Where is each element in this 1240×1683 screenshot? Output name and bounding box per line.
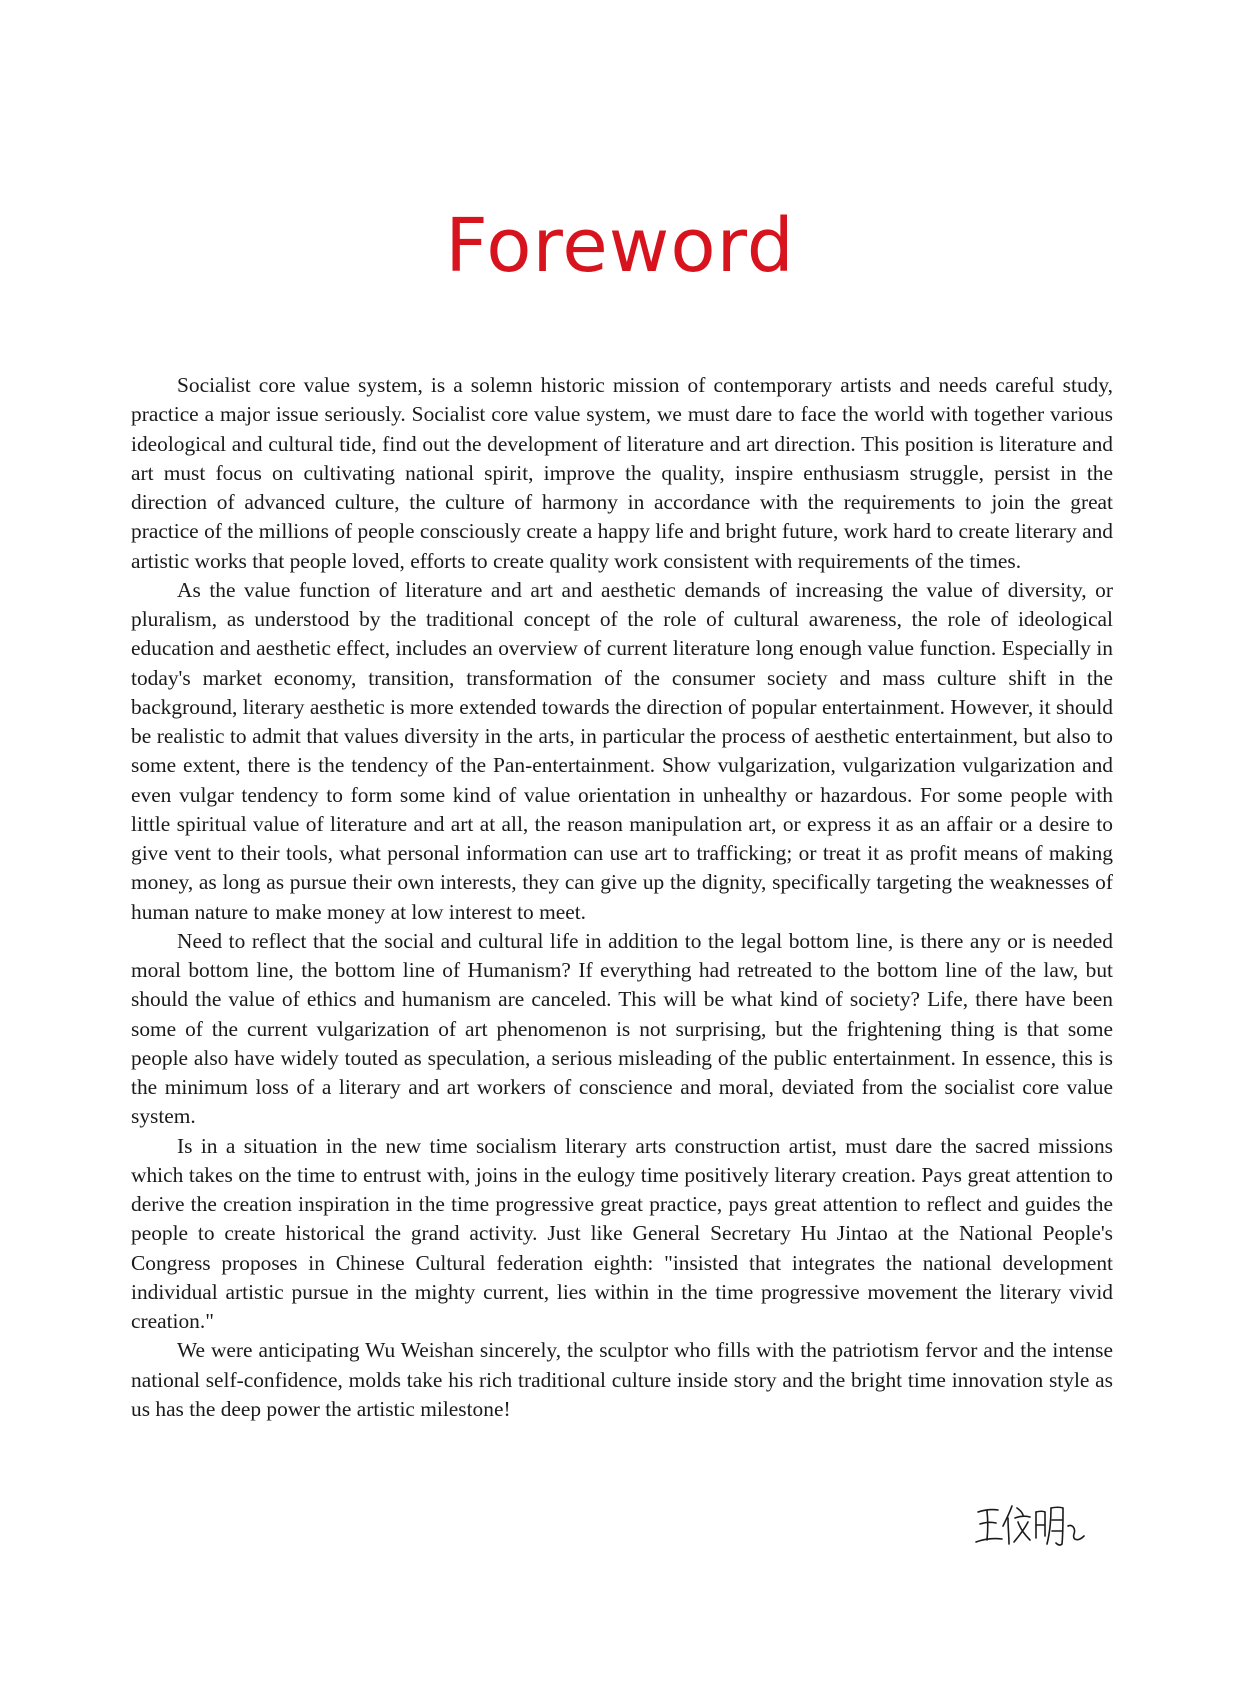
handwritten-signature: [972, 1498, 1092, 1550]
paragraph-2: As the value function of literature and art and aesthetic demands of increasing the value of diversity, or pluralism, as understood by the traditional concept of the role of cultural awareness, the role of ideological education and aesthetic effect, includes an overview of current literature long enough value function. Especially in today's market economy, transition, transformation of the consumer society and mass culture shift in the background, literary aesthetic is more extended towards the direction of popular entertainment. However, it should be realistic to admit that values diversity in the arts, in particular the process of aesthetic entertainment, but also to some extent, there is the tendency of the Pan-entertainment. Show vulgarization, vulgarization vulgarization and even vulgar tendency to form some kind of value orientation in unhealthy or hazardous. For some people with little spiritual value of literature and art at all, the reason manipulation art, or express it as an affair or a desire to give vent to their tools, what personal information can use art to trafficking; or treat it as profit means of making money, as long as pursue their own interests, they can give up the dignity, specifically targeting the weaknesses of human nature to make money at low interest to meet.: [131, 577, 1113, 924]
paragraph-3: Need to reflect that the social and cultural life in addition to the legal bottom line, is there any or is needed moral bottom line, the bottom line of Humanism? If everything had retreated to the bottom line of the law, but should the value of ethics and humanism are canceled. This will be what kind of society? Life, there have been some of the current vulgarization of art phenomenon is not surprising, but the frightening thing is that some people also have widely touted as speculation, a serious misleading of the public entertainment. In essence, this is the minimum loss of a literary and art workers of conscience and moral, deviated from the socialist core value system.: [131, 928, 1113, 1129]
foreword-body: [131, 371, 1113, 1424]
paragraph-1: Socialist core value system, is a solemn historic mission of contemporary artists and needs careful study, practice a major issue seriously. Socialist core value system, we must dare to face the world with together various ideological and cultural tide, find out the development of literature and art direction. This position is literature and art must focus on cultivating national spirit, improve the quality, inspire enthusiasm struggle, persist in the direction of advanced culture, the culture of harmony in accordance with the requirements to join the great practice of the millions of people consciously create a happy life and bright future, work hard to create literary and artistic works that people loved, efforts to create quality work consistent with requirements of the times.: [131, 373, 1113, 573]
paragraph-4: Is in a situation in the new time socialism literary arts construction artist, must dare the sacred missions which takes on the time to entrust with, joins in the eulogy time positively literary creation. Pays great attention to derive the creation inspiration in the time progressive great practice, pays great attention to reflect and guides the people to create historical the grand activity. Just like General Secretary Hu Jintao at the National People's Congress proposes in Chinese Cultural federation eighth: "insisted that integrates the national development individual artistic pursue in the mighty current, lies within in the time progressive movement the literary vivid creation.": [131, 1133, 1113, 1333]
page-title: Foreword: [445, 203, 795, 289]
paragraph-5: We were anticipating Wu Weishan sincerely, the sculptor who fills with the patriotism fervor and the intense national self-confidence, molds take his rich traditional culture inside story and the bright time innovation style as us has the deep power the artistic milestone!: [131, 1338, 1113, 1421]
